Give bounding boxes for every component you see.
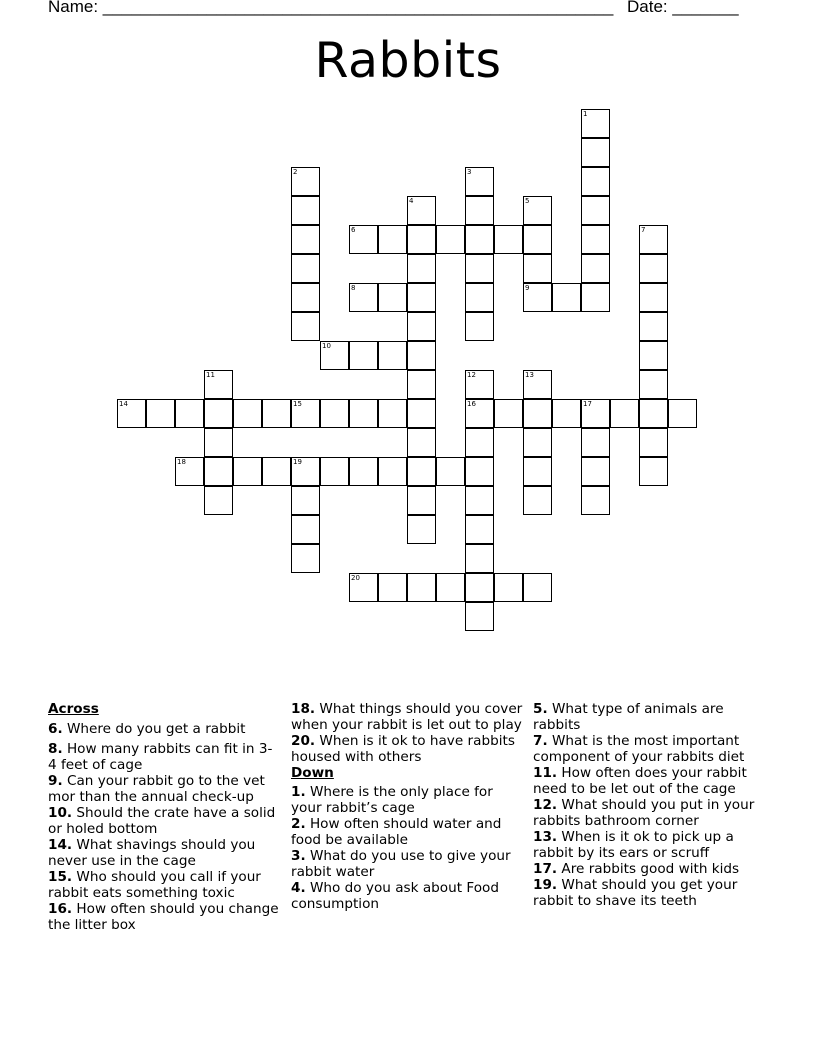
clue-column-1 [48, 701, 280, 933]
grid-cell[interactable] [639, 312, 668, 341]
grid-cell[interactable] [639, 254, 668, 283]
grid-cell[interactable] [175, 399, 204, 428]
grid-cell[interactable] [378, 225, 407, 254]
clue-across-6: 6. Where do you get a rabbit [48, 721, 246, 737]
grid-cell[interactable] [407, 341, 436, 370]
down-heading: Down [291, 765, 334, 781]
grid-cell[interactable] [523, 486, 552, 515]
clue-number: 20 [351, 574, 360, 582]
clue-number: 8 [351, 284, 356, 292]
grid-cell[interactable] [291, 167, 320, 196]
clue-across-18: 18. What things should you cover when your rabbit is let out to play [291, 701, 523, 733]
grid-cell[interactable] [523, 254, 552, 283]
grid-cell[interactable] [523, 196, 552, 225]
clue-across-20: 20. When is it ok to have rabbits housed with others [291, 733, 515, 765]
grid-cell[interactable] [349, 225, 378, 254]
grid-cell[interactable] [349, 341, 378, 370]
grid-cell[interactable] [465, 312, 494, 341]
clue-down-1: 1. Where is the only place for your rabbit’s cage [291, 784, 493, 816]
grid-cell[interactable] [523, 457, 552, 486]
across-heading: Across [48, 701, 99, 717]
grid-cell[interactable] [610, 399, 639, 428]
grid-cell[interactable] [407, 486, 436, 515]
grid-cell[interactable] [494, 225, 523, 254]
grid-cell[interactable] [262, 399, 291, 428]
grid-cell[interactable] [291, 312, 320, 341]
grid-cell[interactable] [581, 167, 610, 196]
grid-cell[interactable] [436, 225, 465, 254]
grid-cell[interactable] [581, 138, 610, 167]
grid-cell[interactable] [378, 573, 407, 602]
grid-cell[interactable] [465, 167, 494, 196]
grid-cell[interactable] [465, 602, 494, 631]
grid-cell[interactable] [639, 283, 668, 312]
grid-cell[interactable] [581, 109, 610, 138]
grid-cell[interactable] [407, 573, 436, 602]
clue-number: 13 [525, 371, 534, 379]
clue-number: 17 [583, 400, 592, 408]
grid-cell[interactable] [465, 196, 494, 225]
grid-cell[interactable] [639, 457, 668, 486]
grid-cell[interactable] [204, 486, 233, 515]
clue-across-16: 16. How often should you change the litter box [48, 901, 279, 933]
grid-cell[interactable] [349, 283, 378, 312]
grid-cell[interactable] [581, 486, 610, 515]
grid-cell[interactable] [349, 399, 378, 428]
grid-cell[interactable] [581, 225, 610, 254]
grid-cell[interactable] [291, 457, 320, 486]
grid-cell[interactable] [407, 283, 436, 312]
grid-cell[interactable] [639, 370, 668, 399]
clue-down-7: 7. What is the most important component of your rabbits diet [533, 733, 745, 765]
clue-number: 12 [467, 371, 476, 379]
grid-cell[interactable] [523, 428, 552, 457]
grid-cell[interactable] [407, 196, 436, 225]
grid-cell[interactable] [407, 312, 436, 341]
grid-cell[interactable] [407, 515, 436, 544]
clue-number: 7 [641, 226, 646, 234]
clue-column-2 [291, 701, 523, 912]
grid-cell[interactable] [465, 225, 494, 254]
clue-across-15: 15. Who should you call if your rabbit eats something toxic [48, 869, 261, 901]
clue-down-17: 17. Are rabbits good with kids [533, 861, 740, 877]
grid-cell[interactable] [668, 399, 697, 428]
clue-across-9: 9. Can your rabbit go to the vet mor than the annual check-up [48, 773, 265, 805]
grid-cell[interactable] [146, 399, 175, 428]
grid-cell[interactable] [581, 457, 610, 486]
clue-number: 2 [293, 168, 298, 176]
grid-cell[interactable] [291, 544, 320, 573]
grid-cell[interactable] [291, 254, 320, 283]
clue-down-19: 19. What should you get your rabbit to shave its teeth [533, 877, 738, 909]
grid-cell[interactable] [465, 573, 494, 602]
grid-cell[interactable] [407, 457, 436, 486]
grid-cell[interactable] [291, 486, 320, 515]
grid-cell[interactable] [204, 457, 233, 486]
clue-across-14: 14. What shavings should you never use in the cage [48, 837, 256, 869]
clue-number: 15 [293, 400, 302, 408]
clue-number: 6 [351, 226, 356, 234]
grid-cell[interactable] [291, 225, 320, 254]
grid-cell[interactable] [465, 254, 494, 283]
grid-cell[interactable] [378, 457, 407, 486]
grid-cell[interactable] [465, 544, 494, 573]
grid-cell[interactable] [465, 428, 494, 457]
grid-cell[interactable] [204, 399, 233, 428]
clue-number: 14 [119, 400, 128, 408]
grid-cell[interactable] [494, 399, 523, 428]
grid-cell[interactable] [378, 341, 407, 370]
grid-cell[interactable] [523, 225, 552, 254]
grid-cell[interactable] [552, 399, 581, 428]
grid-cell[interactable] [465, 399, 494, 428]
grid-cell[interactable] [436, 573, 465, 602]
grid-cell[interactable] [407, 225, 436, 254]
grid-cell[interactable] [407, 399, 436, 428]
grid-cell[interactable] [581, 283, 610, 312]
grid-cell[interactable] [581, 196, 610, 225]
grid-cell[interactable] [639, 225, 668, 254]
grid-cell[interactable] [465, 283, 494, 312]
grid-cell[interactable] [320, 341, 349, 370]
grid-cell[interactable] [349, 573, 378, 602]
grid-cell[interactable] [581, 428, 610, 457]
grid-cell[interactable] [117, 399, 146, 428]
grid-cell[interactable] [581, 399, 610, 428]
grid-cell[interactable] [523, 370, 552, 399]
grid-cell[interactable] [465, 457, 494, 486]
grid-cell[interactable] [233, 457, 262, 486]
puzzle-title: Rabbits [314, 32, 502, 89]
clue-down-12: 12. What should you put in your rabbits bathroom corner [533, 797, 755, 829]
date-field-label: Date: _______ [627, 0, 739, 16]
grid-cell[interactable] [349, 457, 378, 486]
grid-cell[interactable] [465, 370, 494, 399]
grid-cell[interactable] [552, 283, 581, 312]
clue-down-3: 3. What do you use to give your rabbit water [291, 848, 511, 880]
grid-cell[interactable] [407, 428, 436, 457]
clue-number: 19 [293, 458, 302, 466]
grid-cell[interactable] [523, 399, 552, 428]
clue-number: 16 [467, 400, 476, 408]
grid-cell[interactable] [639, 341, 668, 370]
grid-cell[interactable] [204, 370, 233, 399]
grid-cell[interactable] [407, 254, 436, 283]
clue-number: 9 [525, 284, 530, 292]
grid-cell[interactable] [291, 399, 320, 428]
clue-down-4: 4. Who do you ask about Food consumption [291, 880, 499, 912]
clue-number: 18 [177, 458, 186, 466]
grid-cell[interactable] [639, 399, 668, 428]
name-field-label: Name: ______________________________________________________ [48, 0, 614, 16]
clue-down-2: 2. How often should water and food be available [291, 816, 502, 848]
grid-cell[interactable] [523, 283, 552, 312]
grid-cell[interactable] [465, 515, 494, 544]
clue-down-5: 5. What type of animals are rabbits [533, 701, 724, 733]
clue-number: 10 [322, 342, 331, 350]
grid-cell[interactable] [465, 486, 494, 515]
grid-cell[interactable] [262, 457, 291, 486]
clue-column-3 [533, 701, 765, 909]
clue-across-8: 8. How many rabbits can fit in 3-4 feet of cage [48, 741, 273, 773]
clue-across-10: 10. Should the crate have a solid or holed bottom [48, 805, 276, 837]
grid-cell[interactable] [407, 370, 436, 399]
grid-cell[interactable] [204, 428, 233, 457]
grid-cell[interactable] [494, 573, 523, 602]
clue-down-13: 13. When is it ok to pick up a rabbit by its ears or scruff [533, 829, 734, 861]
grid-cell[interactable] [639, 428, 668, 457]
grid-cell[interactable] [320, 399, 349, 428]
clue-number: 3 [467, 168, 472, 176]
clue-number: 5 [525, 197, 530, 205]
grid-cell[interactable] [581, 254, 610, 283]
grid-cell[interactable] [175, 457, 204, 486]
grid-cell[interactable] [291, 283, 320, 312]
grid-cell[interactable] [291, 515, 320, 544]
grid-cell[interactable] [378, 399, 407, 428]
grid-cell[interactable] [233, 399, 262, 428]
grid-cell[interactable] [320, 457, 349, 486]
clue-down-11: 11. How often does your rabbit need to be let out of the cage [533, 765, 747, 797]
grid-cell[interactable] [291, 196, 320, 225]
clue-number: 11 [206, 371, 215, 379]
clue-number: 1 [583, 110, 588, 118]
grid-cell[interactable] [523, 573, 552, 602]
clue-number: 4 [409, 197, 414, 205]
grid-cell[interactable] [378, 283, 407, 312]
grid-cell[interactable] [436, 457, 465, 486]
